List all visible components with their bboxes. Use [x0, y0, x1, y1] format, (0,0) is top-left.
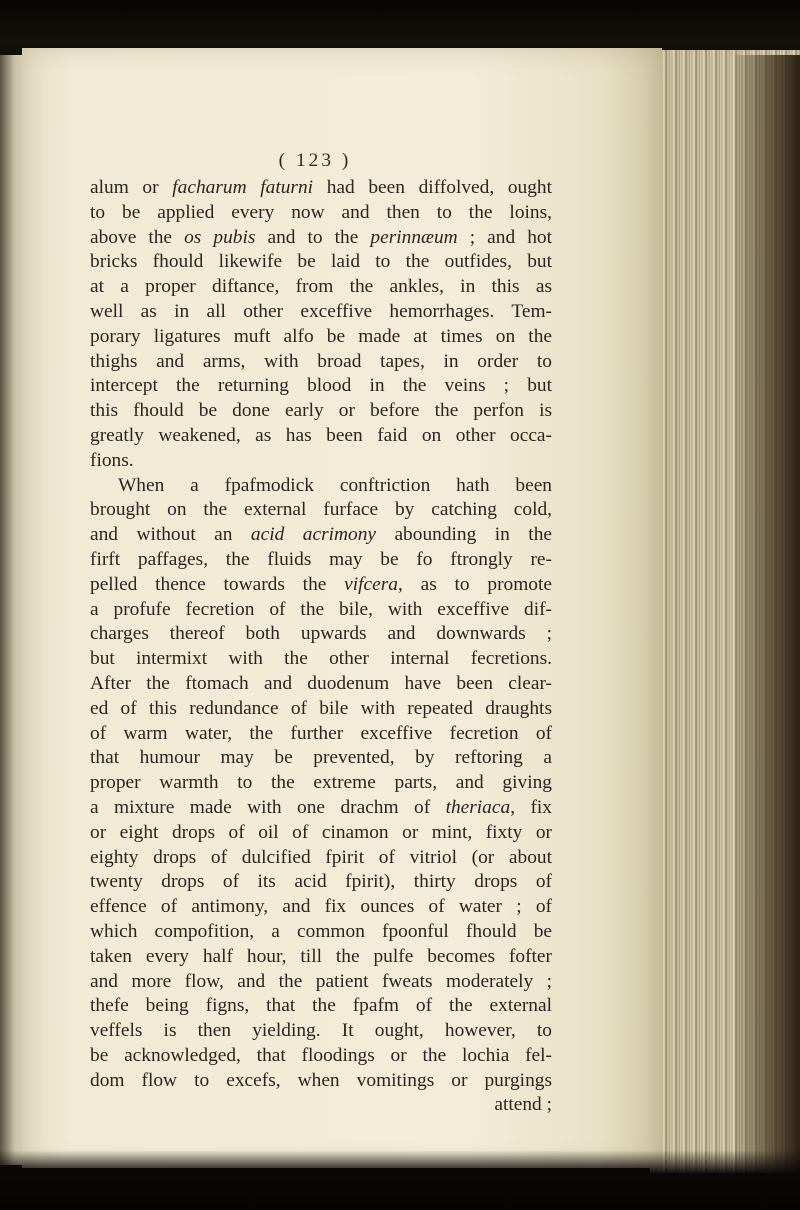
text-run: fions.: [90, 449, 134, 471]
text-run: a profufe fecretion of the bile, with exceffive dif-: [90, 598, 552, 620]
text-run: After the ftomach and duodenum have been clear-: [90, 672, 552, 694]
text-run: porary ligatures muft alfo be made at times on the: [90, 325, 552, 347]
text-run: bricks fhould likewife be laid to the outfides, but: [90, 251, 552, 273]
text-line: [90, 771, 552, 796]
text-line: [90, 994, 552, 1019]
text-line: [90, 1093, 552, 1118]
text-line: [90, 474, 552, 499]
text-run: this fhould be done early or before the perfon is: [90, 400, 552, 422]
text-run: attend ;: [494, 1094, 552, 1116]
text-line: [90, 250, 552, 275]
text-run: or eight drops of oil of cinamon or mint, fixty or: [90, 821, 552, 843]
text-run: eighty drops of dulcified fpirit of vitriol (or about: [90, 846, 552, 868]
text-line: [90, 970, 552, 995]
text-line: [90, 201, 552, 226]
text-line: [90, 573, 552, 598]
text-line: [90, 821, 552, 846]
text-line: [90, 746, 552, 771]
text-run: pelled thence towards the: [90, 573, 345, 595]
text-run: taken every half hour, till the pulfe becomes fofter: [90, 945, 552, 967]
italic-term: acid acrimony: [250, 524, 376, 546]
text-run: of warm water, the further exceffive fecretion of: [90, 722, 552, 744]
text-run: firft paffages, the fluids may be fo ftrongly re-: [90, 548, 552, 570]
italic-term: os pubis: [184, 226, 256, 248]
text-run: greatly weakened, as has been faid on other occa-: [90, 424, 552, 446]
text-run: and more flow, and the patient fweats moderately ;: [90, 970, 552, 992]
text-run: charges thereof both upwards and downwards ;: [90, 623, 552, 645]
text-run: but intermixt with the other internal fecretions.: [90, 648, 552, 670]
text-line: [90, 796, 552, 821]
text-run: well as in all other exceffive hemorrhages. Tem-: [90, 300, 552, 322]
text-line: [90, 1019, 552, 1044]
text-line: [90, 895, 552, 920]
text-line: [90, 846, 552, 871]
italic-term: facharum faturni: [172, 177, 314, 198]
text-line: [90, 523, 552, 548]
text-line: [90, 622, 552, 647]
text-line: [90, 399, 552, 424]
italic-term: perinnæum: [370, 226, 458, 248]
text-run: be acknowledged, that floodings or the lochia fel-: [90, 1044, 552, 1066]
text-run: and without an: [90, 524, 251, 546]
text-run: dom flow to excefs, when vomitings or purgings: [90, 1069, 552, 1091]
bottom-shadow: [0, 1150, 800, 1210]
text-line: [90, 176, 552, 201]
text-line: [90, 722, 552, 747]
text-line: [90, 548, 552, 573]
text-run: , as to promote: [397, 573, 552, 595]
text-line: [90, 598, 552, 623]
text-line: [90, 374, 552, 399]
text-run: abounding in the: [376, 524, 552, 546]
text-run: and to the: [255, 226, 371, 248]
text-run: at a proper diftance, from the ankles, in this as: [90, 276, 552, 298]
text-line: [90, 226, 552, 251]
text-run: intercept the returning blood in the veins ; but: [90, 375, 552, 397]
text-run: ed of this redundance of bile with repeated draughts: [90, 697, 552, 719]
text-run: had been diffolved, ought: [313, 177, 553, 198]
page-number-header: ( 123 ): [278, 150, 352, 171]
text-run: to be applied every now and then to the loins,: [90, 201, 552, 223]
italic-term: theriaca: [445, 796, 511, 818]
italic-term: vifcera: [344, 573, 398, 595]
text-line: [90, 672, 552, 697]
text-run: thighs and arms, with broad tapes, in order to: [90, 350, 552, 372]
text-line: [90, 1044, 552, 1069]
text-line: [90, 275, 552, 300]
text-run: above the: [90, 226, 185, 248]
text-line: [90, 325, 552, 350]
text-line: [90, 449, 552, 474]
text-run: twenty drops of its acid fpirit), thirty drops of: [90, 871, 552, 893]
text-run: alum or: [90, 177, 173, 198]
text-run: When a fpafmodick conftriction hath been: [118, 474, 552, 496]
text-run: which compofition, a common fpoonful fhould be: [90, 920, 552, 942]
text-run: a mixture made with one drachm of: [90, 796, 446, 818]
text-line: [90, 697, 552, 722]
text-run: veffels is then yielding. It ought, however, to: [90, 1020, 552, 1042]
text-run: effence of antimony, and fix ounces of water ; of: [90, 896, 552, 918]
text-line: [90, 424, 552, 449]
body-text: [90, 176, 552, 1118]
text-run: thefe being figns, that the fpafm of the external: [90, 995, 552, 1017]
text-line: [90, 300, 552, 325]
text-line: [90, 498, 552, 523]
book-cover-shadow: [735, 55, 800, 1175]
text-run: proper warmth to the extreme parts, and giving: [90, 772, 552, 794]
text-run: that humour may be prevented, by reftoring a: [90, 747, 552, 769]
text-line: [90, 870, 552, 895]
text-run: ; and hot: [457, 226, 552, 248]
text-run: brought on the external furface by catching cold,: [90, 499, 552, 521]
text-run: , fix: [510, 796, 552, 818]
text-line: [90, 647, 552, 672]
text-line: [90, 1069, 552, 1094]
text-line: [90, 350, 552, 375]
text-line: [90, 920, 552, 945]
text-line: [90, 945, 552, 970]
